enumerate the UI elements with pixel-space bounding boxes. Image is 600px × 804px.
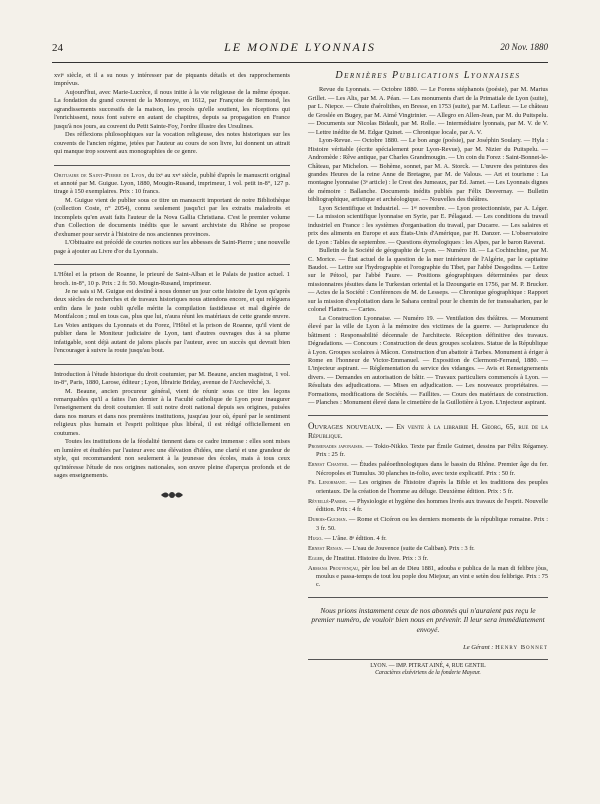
revue-contents: — 1ᵉʳ novembre. — Lyon protectionniste, par A. Léger. — La mission scientifique lyonnaise en Syrie, par E. Pélagaud. — Les conditions du travail industriel en France : les systèmes d'organisation du travail, par Ducarre. — Les salaires et prix des aliments en Europe et aux États-Unis d'Amérique, par H. Danzer. — L'observatoire de Lyon : Tables de septembre. — Questions étymologiques : les Alpes, par le baron Raverat.	[308, 204, 548, 246]
paragraph: L'Obituaire est précédé de courtes notices sur les abbesses de Saint-Pierre ; une nouvelle page à ajouter au Livre d'or du Lyonnais.	[54, 239, 290, 255]
subscriber-notice: Nous prions instamment ceux de nos abonnés qui n'auraient pas reçu le premier numéro, de vouloir bien nous en prévenir. Il leur sera immédiatement envoyé.	[311, 605, 545, 634]
books-list	[308, 443, 548, 590]
entry-line	[54, 172, 290, 197]
ouvrages-title: Ouvrages nouveaux.	[308, 420, 383, 431]
book-author: Hugo.	[308, 534, 323, 542]
divider	[54, 364, 290, 365]
header-rule	[52, 62, 548, 63]
revue-entry	[308, 86, 548, 137]
book-details: — Tokio-Nikko. Texte par Émile Guimet, dessins par Félix Régamey. Prix : 25 fr.	[316, 442, 549, 459]
right-column	[308, 72, 548, 678]
list-item	[308, 498, 548, 515]
introduction-review	[54, 371, 290, 481]
paragraph: Toutes les institutions de la féodalité tiennent dans ce cadre immense : elles sont mises en lumière et étudiées par l'auteur avec une élévation d'idées, une clarté et une grandeur de style, qui recommandent non seulement à la jeunesse des écoles, mais à tous ceux qu'intéresse l'étude de nos origines nationales, son œuvre pleine d'aperçus profonds et de sages enseignements.	[54, 438, 290, 480]
paragraph: Des réflexions philosophiques sur la vocation religieuse, des notes historiques sur les couvents de l'ancien régime, jetées par l'auteur au cours de son livre, lui donnent un attrait qui manque trop souvent aux monographies de ce genre.	[54, 131, 290, 156]
gerant-name: Henry Bonnet	[495, 644, 548, 652]
entry-title: Introduction à l'étude historique du droit coutumier	[54, 370, 186, 378]
entry-title: L'Hôtel et la prison de Roanne	[54, 271, 136, 279]
revue-name: Lyon Scientifique et Industriel.	[319, 204, 400, 212]
revue-contents: — Octobre 1880. — Le bon ange (poésie), par Joséphin Soulary. — Hyla : Histoire véritable (écrite spécialement pour Lyon-Revue), par M. Nizier du Puitspelu. — Andromède : Rêve antique, par Charles Grandmougin. — Un coin du Forez : Saint-Bonnet-le-Château, par Michelon. — Bohème, sonnet, par M. A. Storck. — L'œuvre des peintures des grandes Heures de la reine Anne de Bretagne, par M. de Valous. — Art et tourisme : La montagne lyonnaise (3ᵉ article) : le Crest des Jumeaux, par Ed. Jamet. — Les Lyonnais dignes de mémoire : Ballanche. Documents inédits publiés par Félix Desvernay. — Bulletin bibliographique, artistique et archéologique. — Nouvelles des théâtres.	[308, 137, 548, 204]
paragraph: xviᵉ siècle, et il a su nous y intéresser par de piquants détails et des rapprochements imprévus.	[54, 72, 290, 88]
list-item	[308, 535, 548, 543]
page-number: 24	[52, 42, 63, 54]
revue-contents: — Octobre 1880. — Le Forens stéphanois (poésie), par M. Marius Grillet. — Les Alis, par M. A. Péan. — Les monuments d'art de la Primatiale de Lyon (suite), par L. Niepce. — Chute d'aérolithes, en Bresse, en 1753 (suite), par M. Lafleur. — Le château de Groslée en Bugey, par M. Aimé Vingtrinier. — Allegro en Allen-Jean, par M. du Puitspelu. — Documents sur Nicolas Bidault, par M. Rolle. — Intermédiaire lyonnais, par M. V. de V. — Lettre inédite de M. Edgar Quinet. — Chronique locale, par A. V.	[308, 86, 548, 136]
book-details: — Rome et Cicéron ou les derniers moments de la république romaine. Prix : 3 fr. 50.	[316, 516, 548, 532]
list-item	[308, 461, 548, 478]
page-header	[52, 40, 548, 60]
book-author: Ernest Chantre.	[308, 461, 349, 469]
book-details: de l'Institut. Histoire du livre. Prix : 3 fr.	[324, 554, 429, 562]
divider	[308, 597, 548, 598]
revue-name: Lyon-Revue.	[319, 137, 352, 145]
book-author: Egger,	[308, 554, 325, 562]
revue-name: La Construction Lyonnaise.	[319, 314, 392, 322]
entry-details: , le prieuré de Saint-Alban et le Palais de justice actuel. 1 broch. in-8°, 10 p. Prix : 2 fr. 50. Mougin-Rusand, imprimeur.	[54, 271, 290, 287]
paragraph: Aujourd'hui, avec Marie-Lucrèce, il nous initie à la vie religieuse de la même époque. La fondation du grand couvent de la Monnoye, en 1612, par Françoise de Bermond, les agrandissements successifs de la maison, les procès qu'elle soutient, les réceptions qui l'enrichissent, nous font suivre en autant de chapitres, depuis sa propagation en France jusqu'à nos jours, au couvent du Petit Sainte-Foy, l'ordre illustre des Ursulines.	[54, 88, 290, 130]
book-details: — Études paléoethnologiques dans le bassin du Rhône. Premier âge du fer. Nécropoles et Tumulus. 30 planches in-folio, avec texte explicatif. Prix : 50 fr.	[316, 461, 548, 477]
book-author: Dubois-Guchan.	[308, 516, 348, 524]
revue-entry	[308, 205, 548, 247]
gerant-line	[308, 644, 548, 652]
intro-review	[54, 72, 290, 157]
revue-name: Revue du Lyonnais.	[319, 86, 371, 94]
book-details: — Les origines de l'histoire d'après la Bible et les traditions des peuples orientaux. De la création de l'homme au déluge. Deuxième édition. Prix : 5 fr.	[316, 479, 548, 495]
revue-name: Bulletin de la Société de géographie de Lyon.	[319, 247, 437, 255]
list-item	[308, 443, 548, 460]
entry-details: , du ixᵉ au xvᵉ siècle, publié d'après le manuscrit original et annoté par M. Guigue. Lyon, 1880, Mougin-Rusand, imprimeur, 1 vol. petit in-8°, 127 p. tirage à 150 exemplaires. Prix : 10 francs.	[54, 171, 290, 196]
gerant-label: Le Gérant :	[463, 644, 494, 652]
book-author: Ernest Renan.	[308, 544, 344, 552]
ornament-icon	[159, 488, 185, 502]
section-title: Dernières Publications Lyonnaises	[335, 70, 521, 81]
book-author: Promenades japonaises.	[308, 442, 364, 450]
paragraph: M. Beaune, ancien procureur général, vient de réunir sous ce titre les leçons remarquables qu'il a faites l'an dernier à la Faculté catholique de Lyon pour inaugurer l'enseignement du droit coutumier. Il suit notre droit national depuis ses origines, puisées dans nos mœurs et dans nos premières institutions, jusqu'au jour où, épuré par le sentiment religieux plus humain et l'esprit politique plus libéral, il est rédigé officiellement en coutumes.	[54, 387, 290, 437]
revue-entry	[308, 137, 548, 205]
book-author: Fr. Lenormant.	[308, 479, 347, 487]
divider	[54, 264, 290, 265]
entry-line	[54, 271, 290, 288]
book-author: Réveillé-Parise.	[308, 497, 348, 505]
book-details: — Physiologie et hygiène des hommes livrés aux travaux de l'esprit. Nouvelle édition. Prix : 4 fr.	[316, 497, 548, 514]
paragraph: Je ne sais si M. Guigue est destiné à nous donner un jour cette histoire de Lyon qu'après deux siècles de recherches et de travaux historiques nous attendons encore, et qui reléguera enfin dans le juste oubli qu'elle mérite la compilation fastidieuse et mal digérée de Montfalcon ; mul en tous cas, plus que lui, n'aura réuni les matériaux de cette grande œuvre. Les Voies antiques du Lyonnais et du Forez, l'Hôtel et la prison de Roanne, qu'il vient de publier dans le Moniteur judiciaire de Lyon, tant d'autres ouvrages dus à sa plume infatigable, sont déjà autant de jalons placés par l'auteur, avec un succès qui devrait bien l'encourager à suivre la route jusqu'au bout.	[54, 287, 290, 355]
obituaire-review	[54, 172, 290, 257]
list-item	[308, 479, 548, 496]
revue-contents: — Numéro 19. — Ventilation des théâtres. — Monument élevé par la ville de Lyon à la mémoire des victimes de la guerre. — Jurisprudence du bâtiment : Responsabilité décennale de l'architecte. Réception définitive des travaux. Dégradations. — Concours : Construction de deux groupes scolaires. Statue de la République à Lyon. Groupes scolaires à Mâcon. Construction d'un abattoir à Tarbes. Monument à ériger à Rome en l'honneur de Victor-Emmanuel. — Exposition de Clermont-Ferrand, 1880. — L'injecteur aspirant. — Réglementation du service des vidanges. — Avis et Renseignements divers. — Demandes en autorisation de bâtir. — Travaux particuliers commencés à Lyon. — Résultats des adjudications. — Mises en adjudication. — Les nouveaux propriétaires. — Formations, modifications de Sociétés. — Faillites. — Cours des matériaux de construction. — Planches : Monument élevé dans le cimetière de la Guillotière à Lyon. L'injecteur aspirant.	[308, 314, 548, 407]
book-author: Armana Prouvençau,	[308, 564, 360, 572]
book-details: — L'eau de Jouvence (suite de Caliban). Prix : 3 fr.	[343, 544, 475, 552]
typeface-line: Caractères elzéviriens de la fonderie Mayeur.	[375, 670, 481, 677]
paragraph: M. Guigue vient de publier sous ce titre un manuscrit important de notre Bibliothèque (collection Coste, n° 2054), connu seulement jusqu'ici par les extraits maladroits et incomplets qu'en avait faits l'auteur de la Nova Gallia Christiana. C'est le premier volume d'un Collection de documents inédits que le savant archiviste du Rhône se propose d'exhumer pour servir à l'histoire de nos anciennes provinces.	[54, 196, 290, 238]
revue-entry	[308, 315, 548, 408]
list-item	[308, 555, 548, 563]
revues-list	[308, 86, 548, 407]
entry-title: Obituaire de Saint-Pierre de Lyon	[54, 171, 145, 179]
entry-details: , par M. Beaune, ancien magistrat, 1 vol. in-8°, Paris, 1880, Larose, éditeur ; Lyon, librairie Briday, avenue de l'Archevêché, 3.	[54, 370, 291, 387]
ouvrages-heading	[308, 422, 548, 440]
list-item	[308, 545, 548, 553]
divider	[54, 165, 290, 166]
left-column	[54, 72, 290, 502]
list-item	[308, 565, 548, 590]
printer-line: LYON. — IMP. PITRAT AINÉ, 4, RUE GENTIL	[370, 662, 486, 669]
revue-contents: — Numéro 18. — La Cochinchine, par M. C. Morice. — État actuel de la question de la mer intérieure de l'Algérie, par le capitaine Baudot. — Lettre sur l'hydrographie et l'orographie du Tibet, par l'abbé Desgodins. — Lettre sur le Pétool, par l'abbé Faure. — Positions géographiques déterminées par deux missionnaires jésuites dans le Turkestan oriental et la Dzoungarie en 1756, par M. P. Brucker. — Actes de la Société : Conférences de M. de Lesseps. — Chronique géographique : Rapport sur la mission d'exploitation dans le Sahara central pour le chemin de fer transsaharien, par le colonel Flatters. — Cartes.	[308, 247, 548, 314]
roanne-review	[54, 271, 290, 356]
ouvrages-subtitle: — En vente à la librairie H. Georg, 65, rue de la République.	[308, 421, 548, 440]
journal-title: LE MONDE LYONNAIS	[224, 40, 376, 54]
revue-entry	[308, 247, 548, 315]
book-details: pèr lou bel an de Dieu 1881, adouba e publica de la man di felibre jòus, moulus e passa-temps de tout lou pople dou Miejour, an vint e setèn dou felibrige. Prix : 75 c.	[316, 564, 548, 589]
book-details: — L'âne. 8ᵉ édition. 4 fr.	[322, 534, 387, 542]
issue-date: 20 Nov. 1880	[500, 42, 548, 52]
colophon	[308, 659, 548, 678]
entry-line	[54, 371, 290, 388]
list-item	[308, 516, 548, 533]
divider	[308, 415, 548, 416]
